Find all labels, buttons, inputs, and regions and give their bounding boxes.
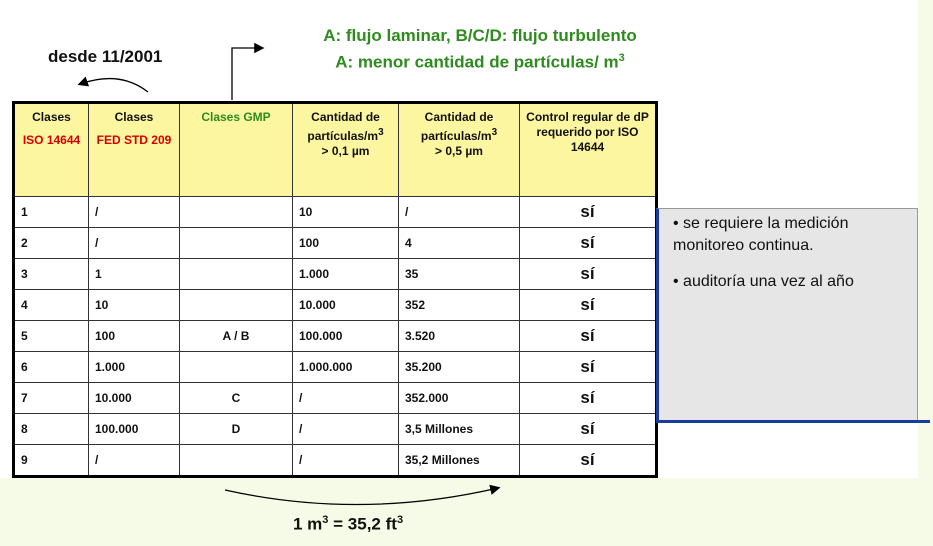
cell-p05: 352.000 [399, 383, 520, 414]
cell-fed: 10.000 [89, 383, 180, 414]
header-fed: Clases FED STD 209 [89, 103, 180, 197]
cell-p05: 35 [399, 259, 520, 290]
table-row [14, 445, 657, 477]
cell-fed: 100 [89, 321, 180, 352]
flow-heading-line1: A: flujo laminar, B/C/D: flujo turbulento [323, 26, 637, 45]
cell-p01: 100.000 [293, 321, 399, 352]
note-continuous-monitoring: • se requiere la medición monitoreo continua. [673, 215, 849, 254]
cell-iso: 1 [14, 197, 89, 228]
cell-ctrl: sí [520, 414, 657, 445]
cleanroom-classes-table [12, 101, 658, 478]
note-annual-audit: • auditoría una vez al año [673, 273, 854, 290]
cell-p01: 10.000 [293, 290, 399, 321]
cell-gmp [180, 259, 293, 290]
header-dp-control: Control regular de dP requerido por ISO 14644 [520, 103, 657, 197]
table-row [14, 383, 657, 414]
cell-iso: 6 [14, 352, 89, 383]
cell-fed: 10 [89, 290, 180, 321]
cell-p01: 1.000 [293, 259, 399, 290]
elbow-arrow-heading [232, 48, 262, 100]
cell-ctrl: sí [520, 228, 657, 259]
cell-p05: 3,5 Millones [399, 414, 520, 445]
cell-iso: 4 [14, 290, 89, 321]
header-iso: Clases ISO 14644 [14, 103, 89, 197]
cell-iso: 8 [14, 414, 89, 445]
table-row [14, 259, 657, 290]
cell-p05: 35.200 [399, 352, 520, 383]
cell-p01: / [293, 445, 399, 477]
notes-box [656, 208, 918, 421]
cell-p01: 100 [293, 228, 399, 259]
header-particles-01: Cantidad de partículas/$m^3$ > 0,1 µm [293, 103, 399, 197]
cell-p05: 3.520 [399, 321, 520, 352]
cell-fed: 100.000 [89, 414, 180, 445]
cell-gmp: A / B [180, 321, 293, 352]
cell-p01: 10 [293, 197, 399, 228]
table-row [14, 352, 657, 383]
table-row [14, 414, 657, 445]
cell-fed: / [89, 197, 180, 228]
table-row [14, 197, 657, 228]
table-row [14, 290, 657, 321]
cell-fed: / [89, 445, 180, 477]
cell-iso: 3 [14, 259, 89, 290]
cell-fed: / [89, 228, 180, 259]
cell-p05: 4 [399, 228, 520, 259]
cell-gmp [180, 197, 293, 228]
cell-p01: / [293, 383, 399, 414]
cell-gmp [180, 228, 293, 259]
table-row [14, 321, 657, 352]
cell-iso: 7 [14, 383, 89, 414]
curved-arrow-since [80, 79, 148, 92]
curved-arrow-conversion [225, 488, 498, 505]
cell-gmp: D [180, 414, 293, 445]
cell-p05: 352 [399, 290, 520, 321]
cell-ctrl: sí [520, 290, 657, 321]
cell-iso: 9 [14, 445, 89, 477]
cell-p05: 35,2 Millones [399, 445, 520, 477]
cell-ctrl: sí [520, 383, 657, 414]
header-gmp: Clases GMP [180, 103, 293, 197]
flow-heading-line2: A: menor cantidad de partículas/ $m^3$ [335, 52, 625, 72]
since-label: desde 11/2001 [48, 47, 163, 66]
table-row [14, 228, 657, 259]
cell-gmp: C [180, 383, 293, 414]
table-header-row [14, 103, 657, 197]
cell-ctrl: sí [520, 445, 657, 477]
cell-iso: 2 [14, 228, 89, 259]
cell-ctrl: sí [520, 321, 657, 352]
cell-ctrl: sí [520, 259, 657, 290]
cell-fed: 1 [89, 259, 180, 290]
cell-ctrl: sí [520, 352, 657, 383]
cell-p05: / [399, 197, 520, 228]
cell-gmp [180, 445, 293, 477]
cell-gmp [180, 352, 293, 383]
cell-fed: 1.000 [89, 352, 180, 383]
header-particles-05: Cantidad de partículas/$m^3$ > 0,5 µm [399, 103, 520, 197]
cell-p01: / [293, 414, 399, 445]
cell-gmp [180, 290, 293, 321]
unit-conversion: 1 $m^3 = 35,2$ $ft^3$ [293, 514, 404, 534]
notes-underline [656, 420, 930, 423]
cell-p01: 1.000.000 [293, 352, 399, 383]
cell-ctrl: sí [520, 197, 657, 228]
cell-iso: 5 [14, 321, 89, 352]
